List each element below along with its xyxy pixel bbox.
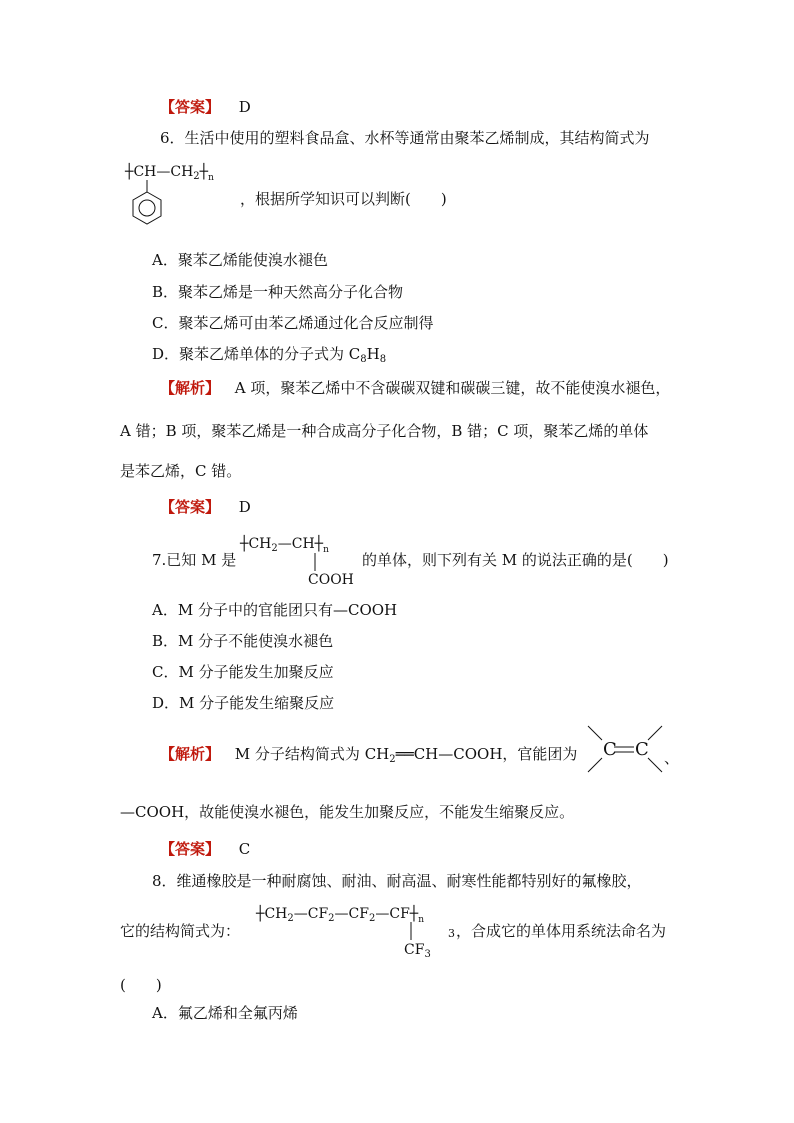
q7-analysis-line-1: 【解析】 M 分子结构简式为 $CH_2══CH—COOH$，官能团为: [160, 745, 578, 765]
q8-option-a: A．氟乙烯和全氟丙烯: [152, 1004, 298, 1022]
q7-analysis-line-2: —COOH，故能使溴水褪色，能发生加聚反应，不能发生缩聚反应。: [120, 803, 575, 821]
bracket-open: ┼: [125, 164, 134, 180]
analysis-label: 【解析】: [160, 745, 221, 763]
q7-option-a: A．M 分子中的官能团只有—COOH: [152, 601, 398, 619]
q6-option-a: A．聚苯乙烯能使溴水褪色: [152, 251, 328, 269]
q7-answer-line: [160, 839, 250, 859]
bracket-close: ┼: [199, 164, 209, 180]
q5-answer-line: [160, 97, 251, 117]
q6-analysis-line-3: 是苯乙烯，C 错。: [120, 462, 242, 480]
q8-answer-blank: ( ): [120, 976, 162, 994]
q7-answer-value: C: [238, 840, 251, 858]
q5-answer-value: D: [238, 98, 251, 116]
q7-stem-start: 7.已知 M 是: [152, 551, 237, 569]
q6-option-d: D．聚苯乙烯单体的分子式为 $C_8H_8$: [152, 345, 387, 365]
benzene-ring-icon: [128, 178, 168, 238]
double-bond-sign: ══: [395, 745, 414, 763]
q6-answer-line: [160, 497, 251, 517]
q8-stem-end: ，合成它的单体用系统法命名为: [456, 922, 667, 940]
q7-stem-end: 的单体，则下列有关 M 的说法正确的是( ): [362, 551, 669, 569]
analysis-label: 【解析】: [160, 379, 221, 397]
q8-stem-start: 它的结构简式为：: [120, 922, 241, 940]
q6-option-c: C．聚苯乙烯可由苯乙烯通过化合反应制得: [152, 314, 434, 332]
q6-analysis-line-1: 【解析】 A 项，聚苯乙烯中不含碳碳双键和碳碳三键，故不能使溴水褪色，: [160, 379, 671, 397]
q6-option-b: B．聚苯乙烯是一种天然高分子化合物: [152, 283, 404, 301]
q8-stem-line-1: 8．维通橡胶是一种耐腐蚀、耐油、耐高温、耐寒性能都特别好的氟橡胶，: [152, 872, 642, 890]
q7-option-c: C．M 分子能发生加聚反应: [152, 663, 334, 681]
q7-option-d: D．M 分子能发生缩聚反应: [152, 694, 335, 712]
answer-label: 【答案】: [160, 840, 221, 858]
q6-stem: 6．生活中使用的塑料食品盒、水杯等通常由聚苯乙烯制成，其结构简式为: [160, 129, 650, 147]
q6-stem-continued: ，根据所学知识可以判断( ): [240, 190, 447, 208]
answer-label: 【答案】: [160, 498, 221, 516]
q6-answer-value: D: [238, 498, 251, 516]
q7-option-b: B．M 分子不能使溴水褪色: [152, 632, 334, 650]
double-bond-diagram-icon: [586, 724, 666, 776]
answer-label: 【答案】: [160, 98, 221, 116]
q6-analysis-line-2: A 错；B 项，聚苯乙烯是一种合成高分子化合物，B 错；C 项，聚苯乙烯的单体: [120, 422, 649, 440]
